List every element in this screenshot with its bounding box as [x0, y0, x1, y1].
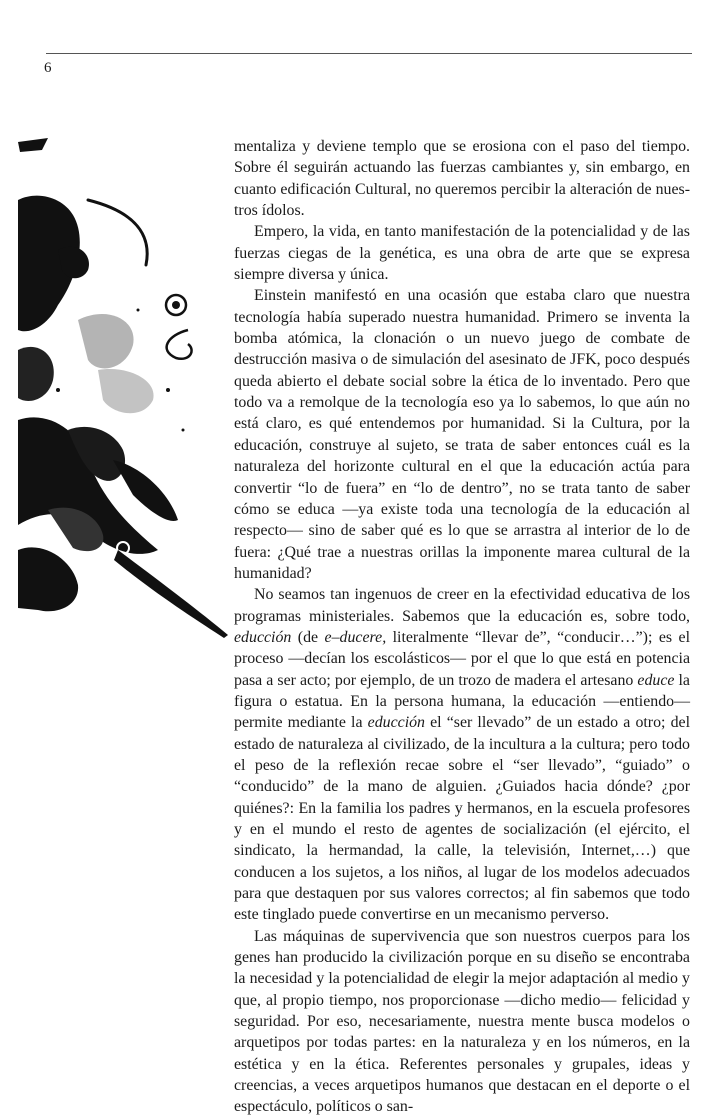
text-run: literalmente “llevar de”, “conducir…”); es el proceso —decían los escolásticos— por el que lo que está en potencia pasa a ser acto; por ejemplo, de un trozo de madera el artesano — [234, 628, 690, 689]
italic-term: educción — [367, 714, 425, 732]
body-text — [234, 136, 690, 1118]
paragraph — [234, 285, 690, 584]
header-rule — [46, 53, 692, 54]
text-run: No seamos tan ingenuos de creer en la efectividad educativa de los programas ministeriales. Sabemos que la educación es, sobre todo, — [234, 586, 690, 625]
text-run: (de — [291, 628, 325, 646]
italic-term: e–ducere, — [324, 628, 387, 646]
text-run: el “ser llevado” de un estado a otro; del estado de naturaleza al civilizado, de la incultura a la cultura; pero todo el peso de la reflexión recae sobre el “ser llevado”, “guiado” o “conducido” de la mano de alguien. ¿Guiados hacia dónde? ¿por quiénes?: En la familia los padres y hermanos, en la escuela profesores y en el mundo el resto de agentes de socialización (el ejército, el sindicato, la hermandad, la calle, la televisión, Internet,…) que conducen a los sujetos, a los niños, al lugar de los modelos adecuados para que destaquen por sus valores correctos; al fin sabemos que todo este tinglado puede convertirse en un mecanismo perverso. — [234, 714, 690, 924]
text-run: la figura o estatua. En la persona humana, la educación —entiendo— permite mediante la — [234, 671, 690, 732]
text-run: mentaliza y deviene templo que se erosiona con el paso del tiempo. Sobre él seguirán actuando las fuerzas cambiantes y, sin embargo, en cuanto edificación Cultural, no queremos percibir la alteración de nuestros ídolos. — [234, 138, 690, 220]
text-run: Empero, la vida, en tanto manifestación de la potencialidad y de las fuerzas ciegas de la genética, es una obra de arte que se expresa siempre diversa y única. — [234, 223, 690, 284]
ink-illustration — [18, 130, 238, 650]
text-run: Einstein manifestó en una ocasión que estaba claro que nuestra tecnología había superado nuestra humanidad. Primero se inventa la bomba atómica, la clonación o un nuevo juego de combate de destrucción masiva o de simulación del asesinato de JFK, poco después queda abierto el debate social sobre la ética de lo inventado. Pero que todo va a remolque de la tecnología eso ya lo sabemos, lo que aún no está claro, es qué entendemos por humanidad. Si la Cultura, por la educación, construye al sujeto, se trata de saber entonces cuál es la naturaleza del horizonte cultural en el que la educación actúa para convertir “lo de fuera” en “lo de dentro”, no se trata tanto de saber cómo se educa —ya existe toda una tecnología de la educación al respecto— sino de saber qué es lo que se arrastra al interior de lo de fuera: ¿Qué trae a nuestras orillas la imponente marea cultural de la humanidad? — [234, 287, 690, 582]
italic-term: educe — [637, 671, 675, 689]
text-run: Las máquinas de supervivencia que son nuestros cuerpos para los genes han producido la civilización porque en su diseño se encontraba la necesidad y la potencialidad de elegir la mejor adaptación al medio y que, al propio tiempo, nos proporcionase —dicho medio— felicidad y seguridad. Por eso, necesariamente, nuestra mente busca modelos o arquetipos por todas partes: en la naturaleza y en los números, en la estética y en la ética. Referentes personales y grupales, ideas y creencias, a veces arquetipos humanos que destacan en el deporte o el espectáculo, políticos o san- — [234, 927, 690, 1116]
paragraph — [234, 584, 690, 926]
paragraph — [234, 136, 690, 221]
italic-term: educción — [234, 628, 292, 646]
page-number: 6 — [44, 60, 52, 76]
paragraph — [234, 221, 690, 285]
paragraph — [234, 926, 690, 1118]
